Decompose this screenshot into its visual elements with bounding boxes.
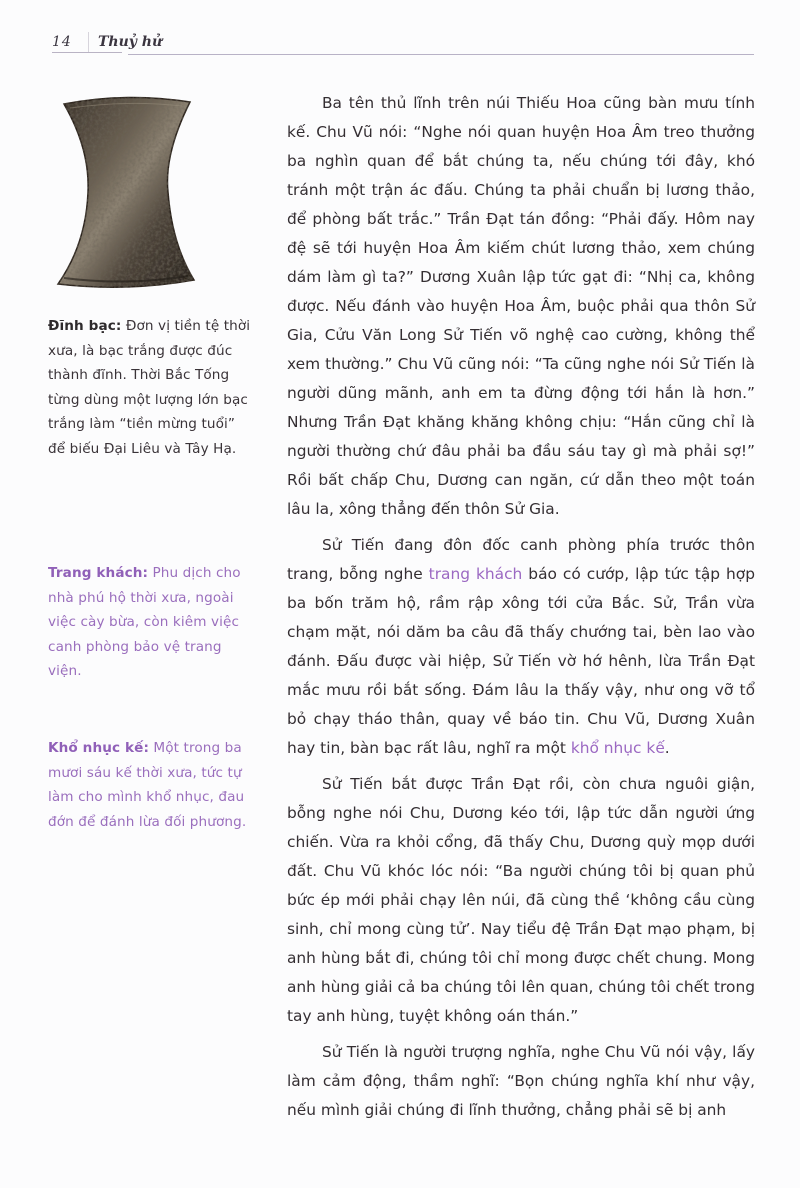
glossary-term-kho-nhuc-ke: khổ nhục kế xyxy=(570,739,665,757)
paragraph-text: Sử Tiến đang đôn đốc canh phòng phía trước thôn trang, bỗng nghe xyxy=(287,536,755,583)
paragraph xyxy=(287,531,755,763)
paragraph xyxy=(287,770,755,1031)
page-header xyxy=(52,28,754,56)
paragraph-text: . xyxy=(664,739,670,757)
sidebar-note-dinh-bac xyxy=(48,314,254,461)
note-term: Đĩnh bạc: xyxy=(48,318,122,334)
glossary-term-trang-khach: trang khách xyxy=(428,565,523,583)
main-text-column xyxy=(287,89,755,1132)
paragraph xyxy=(287,1038,755,1125)
note-term: Khổ nhục kế: xyxy=(48,740,150,756)
paragraph xyxy=(287,89,755,524)
sidebar-note-trang-khach xyxy=(48,561,254,684)
page-number-underline xyxy=(52,52,122,53)
silver-ingot-image xyxy=(56,94,196,290)
note-text: Một trong ba mươi sáu kế thời xưa, tức tự làm cho mình khổ nhục, đau đớn để đánh lừa đối phương. xyxy=(48,740,247,830)
paragraph-text: báo có cướp, lập tức tập hợp ba bốn trăm hộ, rầm rập xông tới cửa Bắc. Sử, Trần vừa chạm mặt, nói dăm ba câu đã thấy chướng tai, bèn lao vào đánh. Đấu được vài hiệp, Sử Tiến vờ hớ hênh, lừa Trần Đạt mắc mưu rồi bắt sống. Đám lâu la thấy vậy, như ong vỡ tổ bỏ chạy tháo thân, quay về báo tin. Chu Vũ, Dương Xuân hay tin, bàn bạc rất lâu, nghĩ ra một xyxy=(287,565,755,757)
note-text: Phu dịch cho nhà phú hộ thời xưa, ngoài việc cày bừa, còn kiêm việc canh phòng bảo vệ trang viện. xyxy=(48,565,241,679)
paragraph-text: Ba tên thủ lĩnh trên núi Thiếu Hoa cũng bàn mưu tính kế. Chu Vũ nói: “Nghe nói quan huyện Hoa Âm treo thưởng ba nghìn quan để bắt chúng ta, nếu chúng tới đây, khó tránh một trận ác đấu. Chúng ta phải chuẩn bị lương thảo, để phòng bất trắc.” Trần Đạt tán đồng: “Phải đấy. Hôm nay đệ sẽ tới huyện Hoa Âm kiếm chút lương thảo, xem chúng dám làm gì ta?” Dương Xuân lập tức gạt đi: “Nhị ca, không được. Nếu đánh vào huyện Hoa Âm, buộc phải qua thôn Sử Gia, Cửu Văn Long Sử Tiến võ nghệ cao cường, không thể xem thường.” Chu Vũ cũng nói: “Ta cũng nghe nói Sử Tiến là người dũng mãnh, anh em ta đừng động tới hắn là hơn.” Nhưng Trần Đạt khăng khăng không chịu: “Hắn cũng chỉ là người thường chứ đâu phải ba đầu sáu tay gì mà phải sợ!” Rồi bất chấp Chu, Dương can ngăn, cứ dẫn theo một toán lâu la, xông thẳng đến thôn Sử Gia. xyxy=(287,94,755,518)
paragraph-text: Sử Tiến là người trượng nghĩa, nghe Chu Vũ nói vậy, lấy làm cảm động, thầm nghĩ: “Bọn chúng nghĩa khí như vậy, nếu mình giải chúng đi lĩnh thưởng, chẳng phải sẽ bị anh xyxy=(287,1043,755,1119)
sidebar-note-kho-nhuc-ke xyxy=(48,736,254,834)
header-divider xyxy=(88,32,89,52)
note-text: Đơn vị tiền tệ thời xưa, là bạc trắng được đúc thành đĩnh. Thời Bắc Tống từng dùng một lượng lớn bạc trắng làm “tiền mừng tuổi” để biếu Đại Liêu và Tây Hạ. xyxy=(48,318,251,457)
header-rule xyxy=(128,54,754,55)
page-number: 14 xyxy=(52,34,72,50)
book-title: Thuỷ hử xyxy=(98,34,163,50)
paragraph-text: Sử Tiến bắt được Trần Đạt rồi, còn chưa nguôi giận, bỗng nghe nói Chu, Dương kéo tới, lập tức dẫn người ứng chiến. Vừa ra khỏi cổng, đã thấy Chu, Dương quỳ mọp dưới đất. Chu Vũ khóc lóc nói: “Ba người chúng tôi bị quan phủ bức ép mới phải chạy lên núi, đã cùng thề ‘không cầu cùng sinh, chỉ mong cùng tử’. Nay tiểu đệ Trần Đạt mạo phạm, bị anh hùng bắt đi, chúng tôi chỉ mong được chết chung. Mong anh hùng giải cả ba chúng tôi lên quan, chúng tôi chết trong tay anh hùng, tuyệt không oán thán.” xyxy=(287,775,755,1025)
note-term: Trang khách: xyxy=(48,565,149,581)
